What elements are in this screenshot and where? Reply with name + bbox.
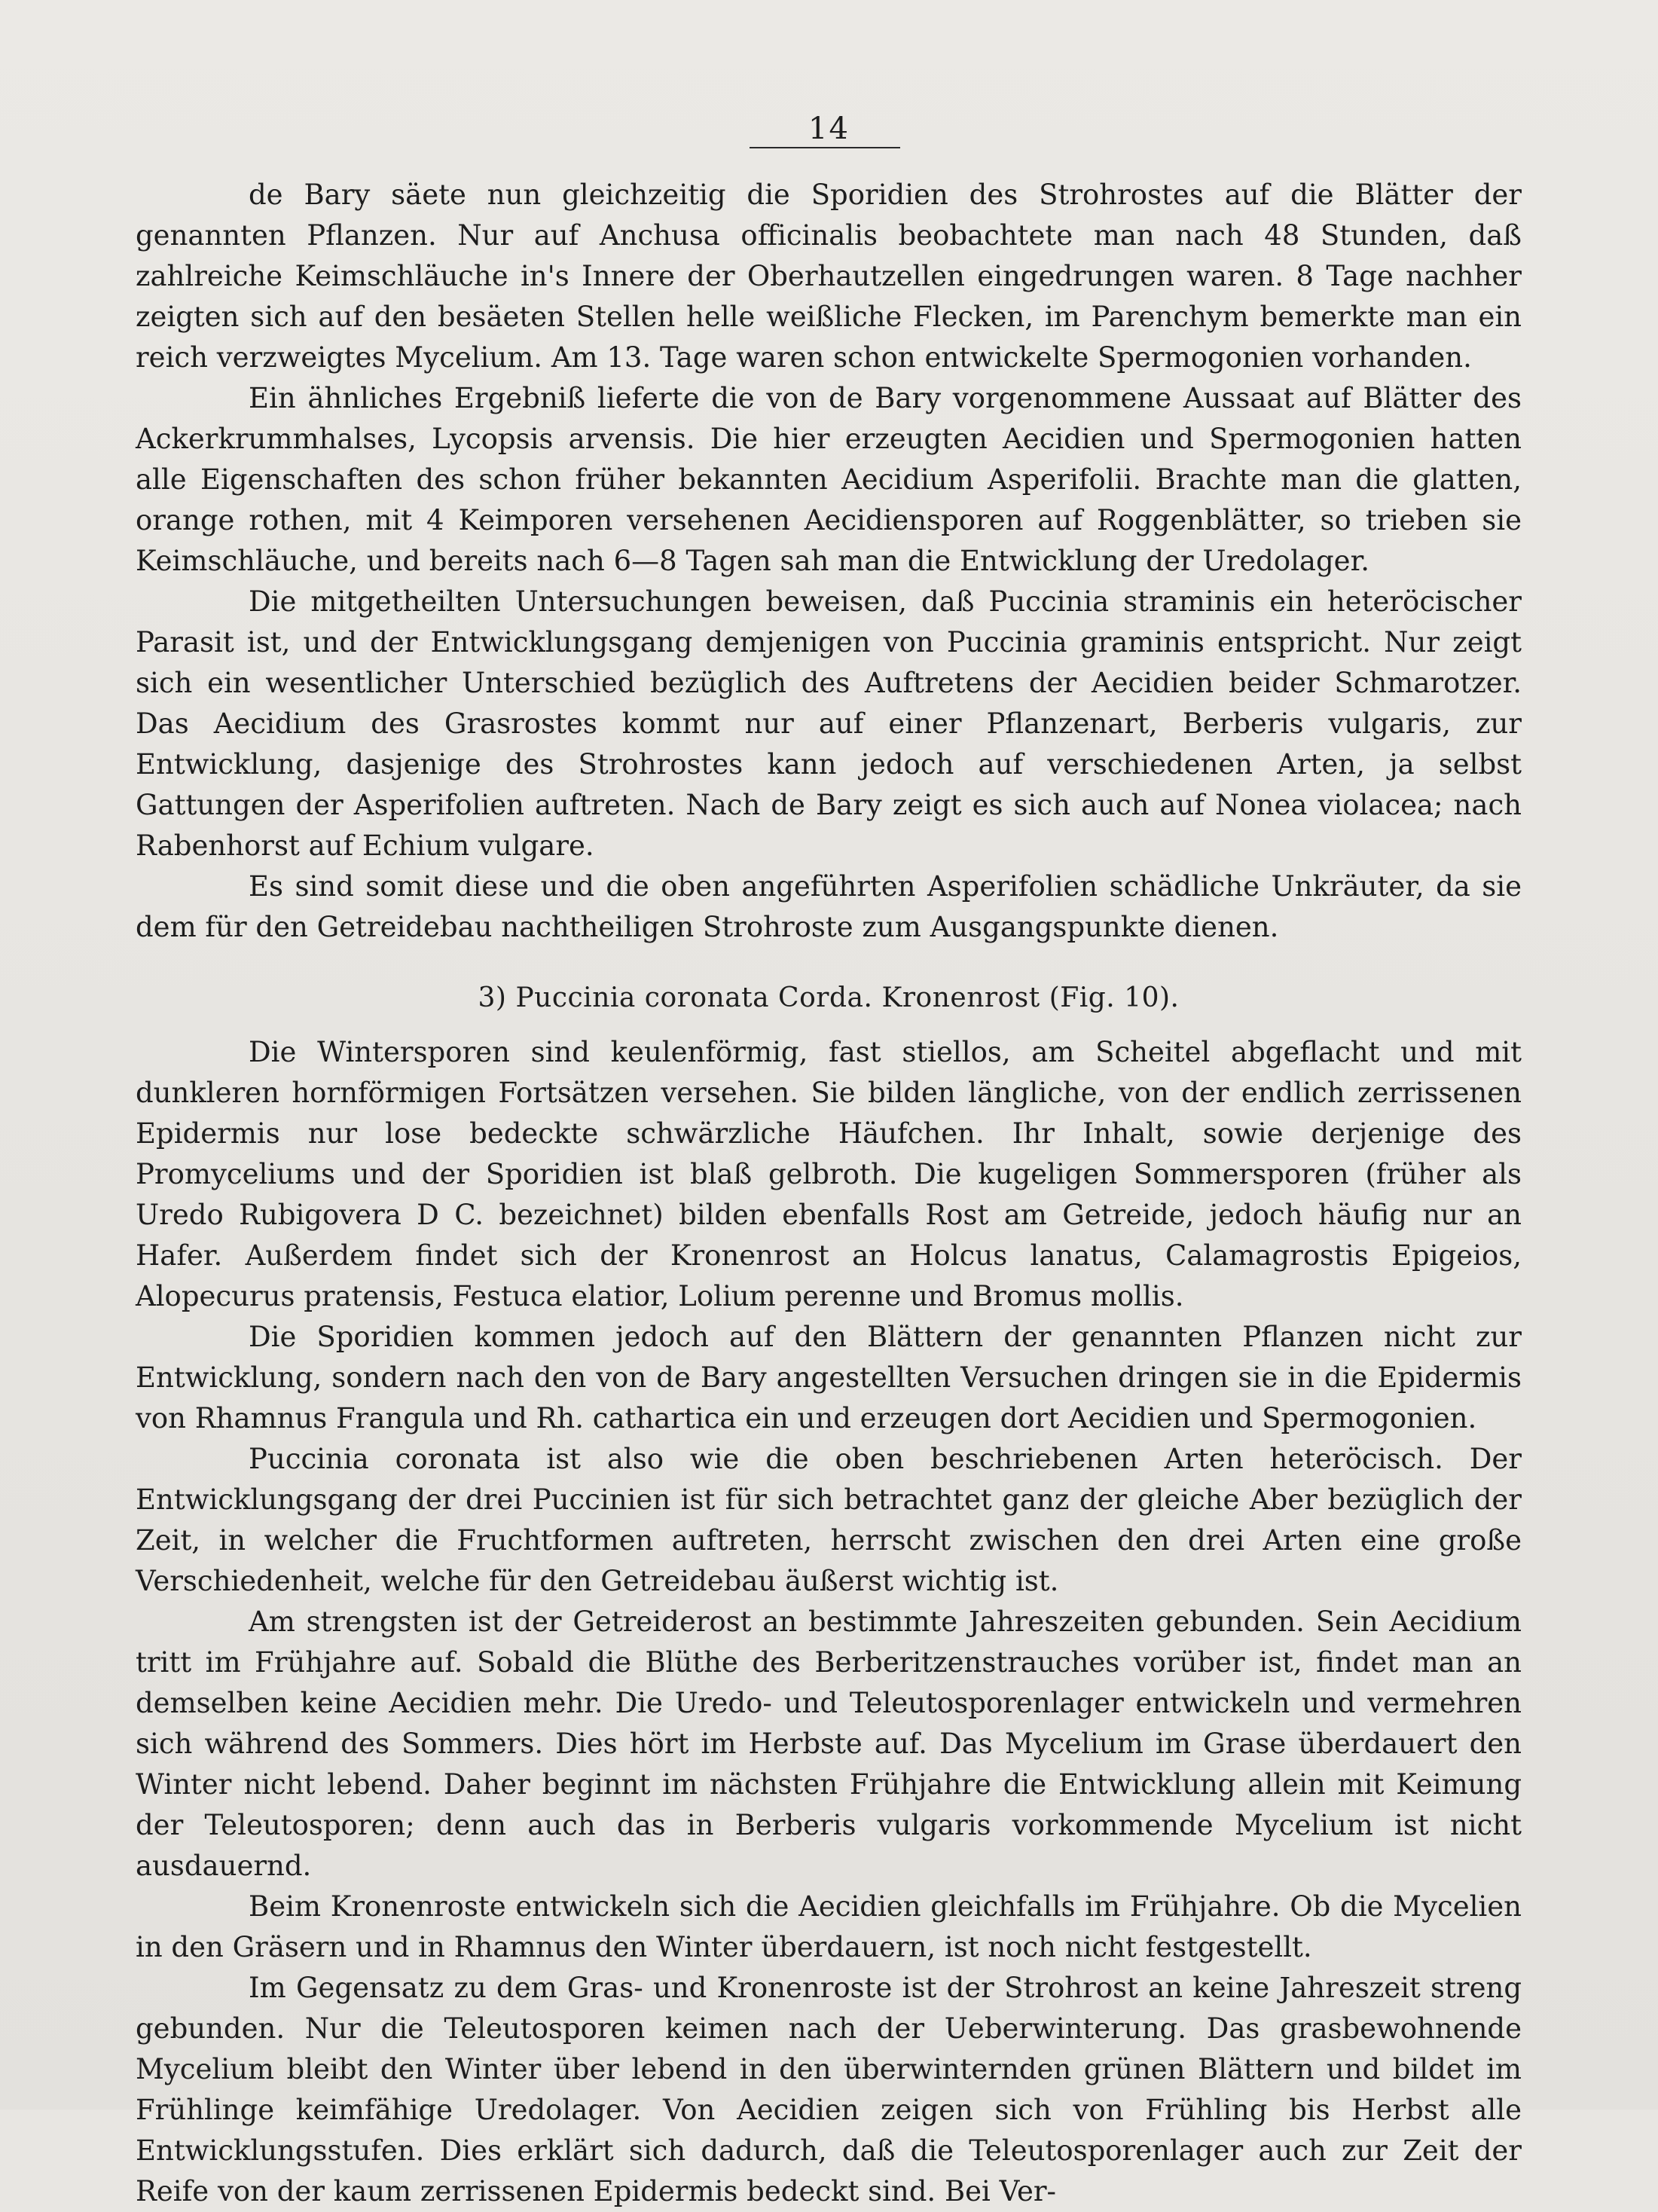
paragraph: Die Wintersporen sind keulenförmig, fast stiellos, am Scheitel abgeflacht und mit dunkleren hornförmigen Fortsätzen versehen. Sie bilden längliche, von der endlich zerrissenen Epidermis nur lose bedeckte schwärzliche Häufchen. Ihr Inhalt, sowie derjenige des Promyceliums und der Sporidien ist blaß gelbroth. Die kugeligen Sommersporen (früher als Uredo Rubigovera D C. bezeichnet) bilden ebenfalls Rost am Getreide, jedoch häufig nur an Hafer. Außerdem findet sich der Kronenrost an Holcus lanatus, Calamagrostis Epigeios, Alopecurus pratensis, Festuca elatior, Lolium perenne und Bromus mollis. <box>136 1036 1522 1312</box>
paragraph: Die mitgetheilten Untersuchungen beweisen, daß Puccinia straminis ein heteröcischer Parasit ist, und der Entwicklungsgang demjenigen von Puccinia graminis entspricht. Nur zeigt sich ein wesentlicher Unterschied bezüglich des Auftretens der Aecidien beider Schmarotzer. Das Aecidium des Grasrostes kommt nur auf einer Pflanzenart, Berberis vulgaris, zur Entwicklung, dasjenige des Strohrostes kann jedoch auf verschiedenen Arten, ja selbst Gattungen der Asperifolien auftreten. Nach de Bary zeigt es sich auch auf Nonea violacea; nach Rabenhorst auf Echium vulgare. <box>136 585 1522 862</box>
paragraph: de Bary säete nun gleichzeitig die Sporidien des Strohrostes auf die Blätter der genannten Pflanzen. Nur auf Anchusa officinalis beobachtete man nach 48 Stunden, daß zahlreiche Keimschläuche in's Innere der Oberhautzellen eingedrungen waren. 8 Tage nachher zeigten sich auf den besäeten Stellen helle weißliche Flecken, im Parenchym bemerkte man ein reich verzweigtes Mycelium. Am 13. Tage waren schon entwickelte Spermogonien vorhanden. <box>136 179 1522 374</box>
paragraph: Im Gegensatz zu dem Gras- und Kronenroste ist der Strohrost an keine Jahreszeit streng gebunden. Nur die Teleutosporen keimen nach der Ueberwinterung. Das grasbewohnende Mycelium bleibt den Winter über lebend in den überwinternden grünen Blättern und bildet im Frühlinge keimfähige Uredolager. Von Aecidien zeigen sich von Frühling bis Herbst alle Entwicklungsstufen. Dies erklärt sich dadurch, daß die Teleutosporenlager auch zur Zeit der Reife von der kaum zerrissenen Epidermis bedeckt sind. Bei Ver- <box>136 1972 1522 2207</box>
section-figure-ref: (Fig. 10). <box>1049 982 1180 1013</box>
paragraph: Am strengsten ist der Getreiderost an bestimmte Jahreszeiten gebunden. Sein Aecidium tritt im Frühjahre auf. Sobald die Blüthe des Berberitzenstrauches vorüber ist, findet man an demselben keine Aecidien mehr. Die Uredo- und Teleutosporenlager entwickeln und vermehren sich während des Sommers. Dies hört im Herbste auf. Das Mycelium im Grase überdauert den Winter nicht lebend. Daher beginnt im nächsten Frühjahre die Entwicklung allein mit Keimung der Teleutosporen; denn auch das in Berberis vulgaris vorkommende Mycelium ist nicht ausdauernd. <box>136 1606 1522 1882</box>
paragraph: Beim Kronenroste entwickeln sich die Aecidien gleichfalls im Frühjahre. Ob die Mycelien in den Gräsern und in Rhamnus den Winter überdauern, ist noch nicht festgestellt. <box>136 1890 1522 1963</box>
body-text <box>136 175 1522 2212</box>
paragraph: Ein ähnliches Ergebniß lieferte die von de Bary vorgenommene Aussaat auf Blätter des Ackerkrummhalses, Lycopsis arvensis. Die hier erzeugten Aecidien und Spermogonien hatten alle Eigenschaften des schon früher bekannten Aecidium Asperifolii. Brachte man die glatten, orange rothen, mit 4 Keimporen versehenen Aecidiensporen auf Roggenblätter, so trieben sie Keimschläuche, und bereits nach 6—8 Tagen sah man die Entwicklung der Uredolager. <box>136 382 1522 577</box>
paragraph: Puccinia coronata ist also wie die oben beschriebenen Arten heteröcisch. Der Entwicklungsgang der drei Puccinien ist für sich betrachtet ganz der gleiche Aber bezüglich der Zeit, in welcher die Fruchtformen auftreten, herrscht zwischen den drei Arten eine große Verschiedenheit, welche für den Getreidebau äußerst wichtig ist. <box>136 1443 1522 1597</box>
page-number: 14 <box>808 112 850 146</box>
section-heading <box>136 978 1522 1019</box>
paragraph: Es sind somit diese und die oben angeführten Asperifolien schädliche Unkräuter, da sie dem für den Getreidebau nachtheiligen Strohroste zum Ausgangspunkte dienen. <box>136 870 1522 943</box>
paragraph: Die Sporidien kommen jedoch auf den Blättern der genannten Pflanzen nicht zur Entwicklung, sondern nach den von de Bary angestellten Versuchen dringen sie in die Epidermis von Rhamnus Frangula und Rh. cathartica ein und erzeugen dort Aecidien und Spermogonien. <box>136 1321 1522 1434</box>
page-number-rule <box>750 147 900 148</box>
section-latin-name: Puccinia coronata Corda. <box>515 982 873 1013</box>
section-number: 3) <box>478 982 507 1013</box>
section-common-name: Kronenrost <box>881 982 1040 1013</box>
